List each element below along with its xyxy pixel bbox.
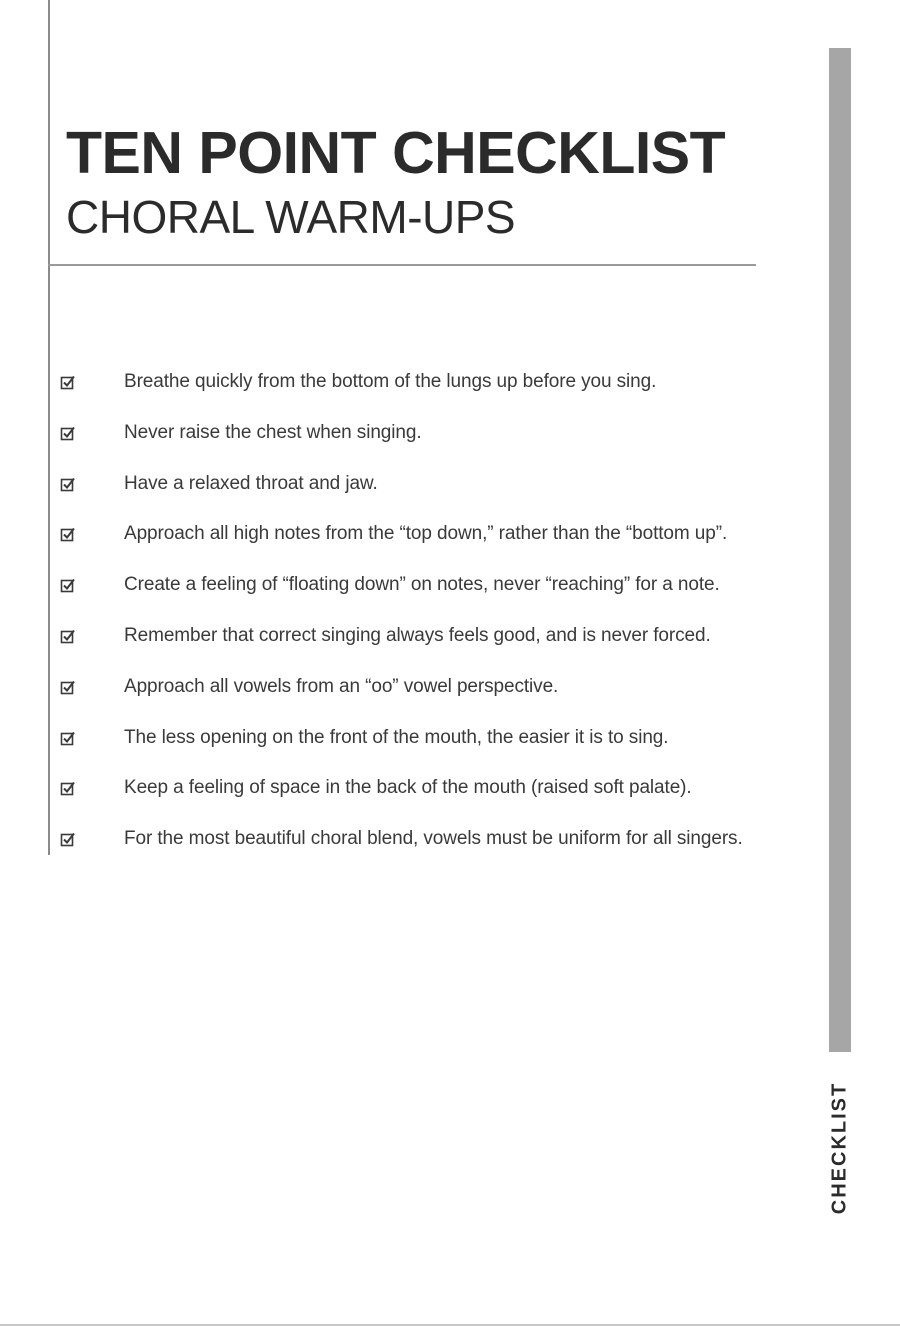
list-item [60, 823, 830, 874]
checklist-item-text: Keep a feeling of space in the back of the mouth (raised soft palate). [124, 777, 692, 799]
checked-box-icon [60, 628, 76, 644]
checked-box-icon [60, 476, 76, 492]
checklist-item-text: Breathe quickly from the bottom of the lungs up before you sing. [124, 371, 657, 392]
checklist [60, 366, 830, 874]
checklist-item-text: Approach all high notes from the “top down,” rather than the “bottom up”. [124, 523, 728, 545]
checklist-item-text: Approach all vowels from an “oo” vowel perspective. [124, 675, 559, 697]
list-item [60, 772, 830, 823]
checklist-item-text: Remember that correct singing always feels good, and is never forced. [124, 624, 711, 646]
list-item [60, 468, 830, 519]
header-divider [48, 264, 756, 266]
side-tab-label: CHECKLIST [828, 1081, 851, 1215]
checked-box-icon [60, 780, 76, 796]
left-vertical-rule [48, 0, 50, 855]
side-tab-bar [829, 48, 851, 1052]
checked-box-icon [60, 831, 76, 847]
list-item [60, 366, 830, 417]
checklist-item-text: Never raise the chest when singing. [124, 421, 422, 443]
list-item [60, 569, 830, 620]
page-title: TEN POINT CHECKLIST [66, 120, 726, 186]
list-item [60, 722, 830, 773]
checked-box-icon [60, 425, 76, 441]
page-subtitle: CHORAL WARM-UPS [66, 191, 516, 243]
list-item [60, 620, 830, 671]
list-item [60, 518, 830, 569]
checklist-item-text: Create a feeling of “floating down” on notes, never “reaching” for a note. [124, 574, 720, 596]
checked-box-icon [60, 679, 76, 695]
checklist-item-text: For the most beautiful choral blend, vowels must be uniform for all singers. [124, 828, 743, 850]
list-item [60, 671, 830, 722]
checked-box-icon [60, 730, 76, 746]
checked-box-icon [60, 374, 76, 390]
checked-box-icon [60, 526, 76, 542]
checked-box-icon [60, 577, 76, 593]
list-item [60, 417, 830, 468]
checklist-item-text: The less opening on the front of the mouth, the easier it is to sing. [124, 726, 669, 748]
checklist-item-text: Have a relaxed throat and jaw. [124, 472, 378, 494]
